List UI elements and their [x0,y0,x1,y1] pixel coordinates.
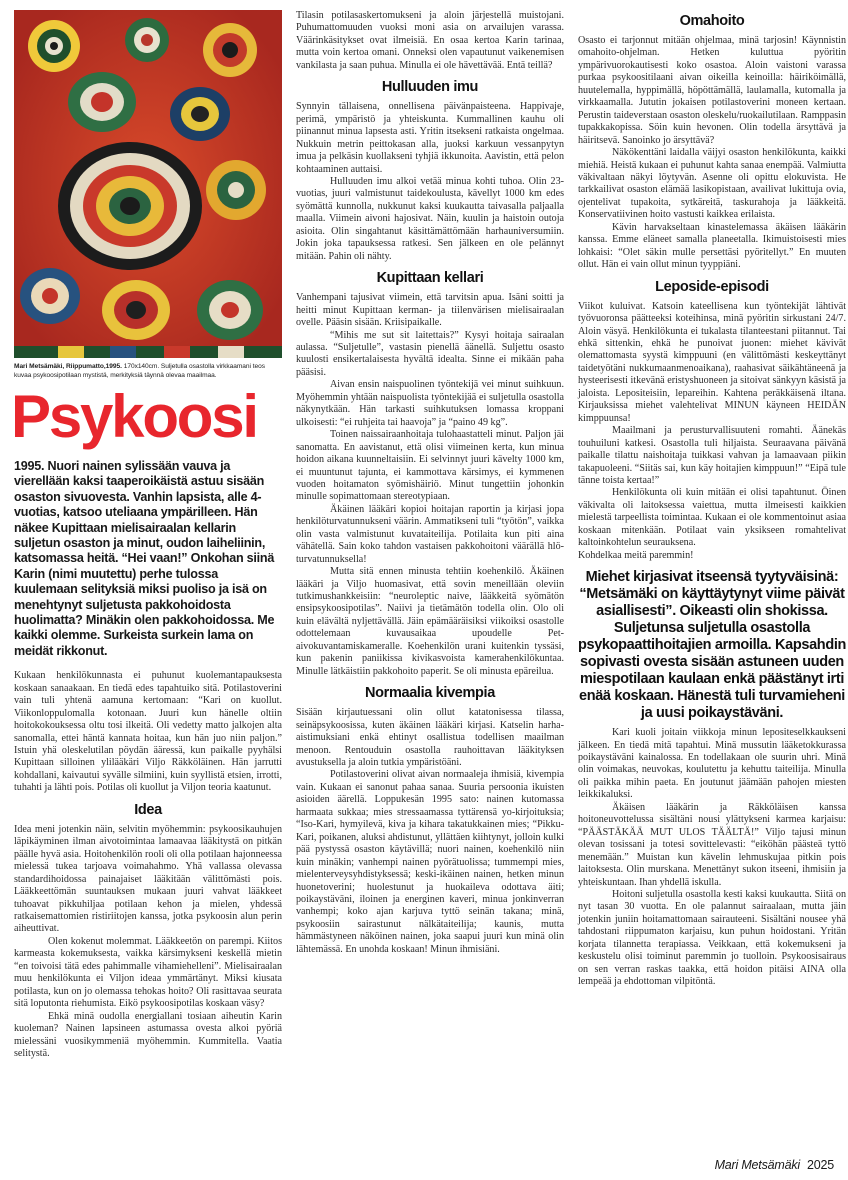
paragraph: Viikot kuluivat. Katsoin kateellisena kun työntekijät lähtivät työvuoronsa päätteeksi koteihinsa, minä pyöritin sirkustani 24/7. Aloin väsyä. Henkilökunta ei tukalasta tilanteestani piitannut. Tai ehkä sittenkin, ehkä he punoivat juonen: miehet kävivät olemattomasta syystä kimppuuni (en välittömästi keskeyttänyt taidetyötäni nukkumaanmenoaikana), raahasivat säikähtäneenä ja hysteerisesti itkevänä eristyshuoneen ja sitoivat sänkyyn käsistä ja jaloista. Lepositeisiin, lepareihin. Kahtena peräkkäisenä iltana. Kirjauksissa miehet valehtelivat MINUN käyneen HEIDÄN kimppuunsa! [578,300,846,424]
section-heading-kohdelkaa-meita-paremmin: Miehet kirjasivat itseensä tyytyväisinä: “Metsämäki on käyttäytynyt viime päivät asiallisesti”. Oikeasti olin shokissa. Suljetunsa suljetulla osastolla psykopaattihoitajien armoilla. Kapsahdin sopivasti ovesta sisään astuneen uuden miespotilaan kaulaan enkä päästänyt irti enää koskaan. Hänestä tuli turvamieheni ja uusi poikaystäväni. [578,569,847,722]
page-title: Psykoosi [11,383,257,451]
paragraph: Mutta sitä ennen minusta tehtiin koehenkilö. Äkäinen lääkäri ja Viljo huomasivat, että sovin meneillään oleviin tutkimushankkeisiin: “neuroleptic naive, lääkkeitä syömätön ensipsykoosipotilas”. Naiivi ja tietämätön todella olin. Olo oli kuin elävältä nyljettävällä. Jäin epämääräisiksi viikoiksi osastolle odottelemaan kuvausaikaa upoudelle Pet-aivokuvantamiskameralle. Koehenkilön urani kuitenkin tyssäsi, kun pakenin paniikissa kivikasvoista kamerahenkilökuntaa. Minulle lätkäistiin pakkohoito paperit. Se oli minusta epäreilua. [296,566,564,677]
article-columns [11,10,847,1142]
artwork-svg [14,10,282,358]
article-byline [715,1158,834,1172]
standfirst: 1995. Nuori nainen sylissään vauva ja vierellään kaksi taaperoikäistä astuu sisään osaston sivuovesta. Vanhin lapsista, alle 4-vuotias, katsoo uteliaana ympärilleen. Hän näkee Kupittaan mielisairaalan kellarin suljetun osaston ja minut, oudon laiheliinin, katsomassa heitä. “Hei vaan!” Onkohan siinä Karin (nimi muutettu) perhe tulossa kuulemaan selityksiä miksi puoliso ja isä on menehtynyt suljetusta pakkohoidosta huolimatta? Minäkin olen pakkohoidossa. Me kaikki olemme. Surkeista surkein lama on meidät rikkonut. [14,459,275,658]
artwork-caption-credit: Mari Metsämäki, Riippumatto, [14,363,106,370]
artwork-caption-rest: 170x140cm. Suljetulla osastolla virkkaamani teos kuvaa psykoosipotilaan mystistä, merkityksiä täynnä olevaa maailmaa. [14,363,265,380]
paragraph: Tilasin potilasaskertomukseni ja aloin järjestellä muistojani. Puhumattomuuden vuoksi moni asia on arvailujen varassa. Väärinkäsitykset ovat ilmeisiä. En osaa kertoa Karin tarinaa, mutta voin kertoa omani. Onneksi olen vapautunut vaikenemisen vankilasta ja saan puhua. Minulla ei ole hävettävää. Entä teillä? [296,10,564,71]
column-1 [11,10,282,1142]
paragraph: Kukaan henkilökunnasta ei puhunut kuolemantapauksesta koskaan sanaakaan. En tiedä edes tapahtuiko sitä. Potilastoverini vain tuli yhtenä aamuna kertomaan: “Kari on kuollut. Viikonloppulomalla kotonaan. Juuri kun hänelle oltiin hoitokokouksessa oltu tosi ilkeitä. Oli vedetty matto jalkojen alta sanomalla, ettei häntä kannata hoitaa, kun hän juo niin paljon.” Istuin yhä oleskelutilan pöydän ääressä, kun paikalle pyyhälsi Kupittaan silloinen ylilääkäri Viljo Räkköläinen. Hän jarrutti kohdallani, kaivautui syvälle silmiini, kuin syyllistä etsien, irrotti, tuhahti ja lähti pois. Potilas oli kuollut ja Viljon teoria kaatunut. [14,670,282,794]
paragraph: Vanhempani tajusivat viimein, että tarvitsin apua. Isäni soitti ja heitti minut Kupittaan kerman- ja tiilenvärisen mielisairaalan ovelle. Pääsin sisään. Kriisipaikalle. [296,292,564,329]
section-heading-omahoito: Omahoito [679,13,745,29]
byline-year: 2025 [806,1158,834,1172]
paragraph: Ehkä minä oudolla energiallani tosiaan aiheutin Karin kuoleman? Nainen lapsineen astumassa ovesta alkoi pyöriä mielessäni vuosikymmeniä myöhemmin. Kummitella. Vaatia selitystä. [14,1010,282,1059]
paragraph: “Mihis me sut sit laitettais?” Kysyi hoitaja sairaalan aulassa. “Suljetulle”, vastasin pienellä äänellä. Suljettu osasto kuulosti ensikertalaisesta hyvältä idealta. Sinne ei mikään paha pääsisi. [296,329,564,378]
paragraph: Äkäisen lääkärin ja Räkköläisen kanssa hoitoneuvottelussa sisältäni nousi ylättykseni karmea karjaisu: “PÄÄSTÄKÄÄ MUT ULOS TÄÄLTÄ!” Viljo tajusi minun olevan tosissani ja totesi sovittelevasti: “eiköhän päästeä tyttö menemään.” Muistan kun kävelin lehmuskujaa pitkin pois laitoksesta. Olin murskana. Menettänyt sukon itseeni, ihmisiin ja yhteiskuntaan. Ihan yhdellä iskulla. [578,801,846,888]
artwork-caption-year: 1995. [105,363,122,370]
byline-author: Mari Metsämäki [714,1158,800,1172]
paragraph: Toinen naissairaanhoitaja tulohaastatteli minut. Paljon jäi sanomatta. En aavistanut, että olisi viimeinen kerta, kun minua hoidon aikana kuunneltaisiin. Ei selvinnyt juuri kävelty 1000 km, ei muuntunut tajunta, ei kammottava kärsimys, ei kymmenen vuoden hoitamaton syömishäiriö. Minut tungettiin johonkin minulle sopimattomaan stereotypiaan. [296,429,564,503]
paragraph: Näkökenttäni laidalla väijyi osaston henkilökunta, kaikki miehiä. Heistä kukaan ei puhunut kahta sanaa enempää. Valmiutta väkivaltaan näkyi löytyvän. Asenne oli opittu elokuvista. He tarkkailivat osaston elämää lasikopistaan, availivat lukittuja ovia, ojentelivat tupakoita, sytkäreitä, taskurahoja ja lääkkeitä. Konservatiivinen hoito vastusti kaikkea erilaista. [578,147,846,221]
paragraph: Henkilökunta oli kuin mitään ei olisi tapahtunut. Öinen väkivalta oli laitoksessa vaiettua, mutta ilmeisesti kaikkien mielestä tarpeellista toimintaa. Kukaan ei ole kommentoinut asiaa koskaan mitenkään. Potilaat vain yksikseen romahtelivat kaltoinkohtelun seurauksena. [578,487,846,549]
paragraph: Potilastoverini olivat aivan normaaleja ihmisiä, kivempia vain. Kukaan ei sanonut pahaa sanaa. Suuria persoonia ikuisten asioiden äärellä. Loppukesän 1995 sato: nainen kutomassa harmaata sukkaa; mies stressaamassa tyttärensä yo-kirjoituksia; “Iso-Kari, hymyilevä, kiva ja kihara takatukkainen mies; “Pikku-Kari, poikanen, aluksi ahdistunut, yllättäen kiihtynyt, jolloin kulki pää pystyssä osaston käytävillä; nuori nainen, koehenkilö niin kuin minäkin; vanhempi nainen pyörätuolissa; tummempi mies, mielenterveysyhdistyksessä; keski-ikäinen nainen, hetken minun huonetoverini; huolestunut ja huokaileva odottava äiti; poikaystäväni, iloinen ja energinen kaveri, minua jonkinverran vanhempi; koko ajan karjuva tyttö seinän takana; minä, psykoosiin sairastunut nälkätaiteilija; kaunis, mutta hämmästyneen näköinen nainen, joka saapui juuri kun minä olin lähtemässä. En unohda koskaan! Minun ihmisiäni. [296,769,564,955]
paragraph: Kävin harvakseltaan kinastelemassa äkäisen lääkärin kanssa. Emme eläneet samalla planeetalla. Ikimuistoisesti mies lohkaisi: “Olet säkin mulle persettäsi pyöritellyt.” En muuten ollut. Hän ei vain ollut minun tyyppiäni. [578,221,846,271]
paragraph: Olen kokenut molemmat. Lääkkeetön on parempi. Kiitos karmeasta kokemuksesta, vaikka kärsimykseni keskellä mietin “en toivoisi tätä edes pahimmalle vihamiehelleni”. Mielisairaalan muu henkilökunta ei Viljon ideaa ymmärtänyt. Miksi kiusata potilasta, kun on jo olemassa tehokas hoito? Oli rasittavaa seurata sitä loputonta riehumista. Eikö psykoosipotilas koskaan väsy? [14,935,282,1010]
section-heading-normaalia-kivempia: Normaalia kivempia [365,685,495,702]
paragraph: Sisään kirjautuessani olin ollut katatonisessa tilassa, seinäpsykoosissa, kuten äkäinen lääkäri kirjasi. Katselin harha-aistimuksiani enkä ehtinyt osallistua todellisen maailman menoon. Rentouduin osastolla rauhoittavan lääkityksen avustuksella ja aloin tutkia ympäristöäni. [296,707,564,769]
section-heading-kupittaan-kellari: Kupittaan kellari [376,270,484,287]
paragraph: Idea meni jotenkin näin, selvitin myöhemmin: psykoosikauhujen läpikäyminen ilman aivotoimintaa lamaavaa lääkitystä on pitkän päälle hyvä asia. Hoitohenkilön rooli oli olla potilaan hajonneessa mielessä tukea tarjoava voimahahmo. Yhä vallassa olevassa standardihoidossa painajaiset lääkitään välittömästi pois. Lääkkeettömän suuntauksen mukaan juuri vahvat lääkkeet tuhoavat pikkuhiljaa potilaan kehon ja mielen, yhdessä ratkaisemattomien ristiriitojen kanssa, jotka psykoosin alun perin aiheuttivat. [14,823,282,935]
paragraph: Osasto ei tarjonnut mitään ohjelmaa, minä tarjosin! Käynnistin omahoito-ohjelman. Hetken kuluttua pyöritin ympärivuorokautisesti koko osastoa. Aloin vaistoni varassa purkaa psykoositilaani aivan oikeilla keinoilla: häiriköimällä, huutelemalla, hyppimällä, höpöttämällä, laulamalla, kutomalla ja virkkaamalla. Jututin jokaisen potilastoverini moneen kertaan. Perustin taideverstaan osaston oleskelu/ruokailutilaan. Ramppasin tupakkakopissa. Söin kuin hevonen. Olin todella ärsyttävä ja häiritsevä. Sanoinko jo ärsyttävä? [578,35,846,146]
paragraph: Kari kuoli joitain viikkoja minun lepositeselkkaukseni jälkeen. En tiedä mitä tapahtui. Minä mussutin lääketokkurassa poikaystäväni kainalossa. En todellakaan ole suurin uhri. Minä olin voimakas, neuvokas, koulutettu ja kehuttu taiteilija. Minulla oli paikka mihin paeta. En joutunut jäämään pahojen miesten leikkikaluksi. [578,727,846,801]
artwork-caption [14,362,282,380]
paragraph: Äkäinen lääkäri kopioi hoitajan raportin ja kirjasi jopa henkilöturvatunnukseni väärin. Ammatikseni tuli “työtön”, vaikka olin vasta valmistunut kuvataiteilija. Potilaita kun piti aina vähätellä. Sain koko tahdon vastaisen pakkohoitoni väärällä hlö-turvatunnuksella! [296,503,564,565]
paragraph: Hoitoni suljetulla osastolla kesti kaksi kuukautta. Siitä on nyt tasan 30 vuotta. En ole palannut sairaalaan, mutta jäin jotenkin juniin hoitamattomaan sairauteeni. Sisältäni nousee yhä tahdostani riippumaton karjaisu, kun puhun hoidostani. Yritän korjata tilannetta terapiassa. Veikkaan, että kokemukseni ja keskustelu olisi toiminut paremmin jo tuolloin. Psykoosisairaus on sen verran raskas taakka, että hoidon pitäisi AINA olla lempeää ja ehdottoman vilpitöntä. [578,889,846,988]
column-3 [578,10,846,1142]
section-heading-hulluuden-imu: Hulluuden imu [381,79,479,96]
paragraph: Kohdelkaa meitä paremmin! [578,549,694,561]
section-heading-leposide-episodi: Leposide-episodi [655,278,769,295]
paragraph: Hulluuden imu alkoi vetää minua kohti tuhoa. Olin 23-vuotias, juuri valmistunut taidekoulusta, kävellyt 1000 km edes syömättä kunnolla, nukkunut kaksi kuukautta taivasalla paljaalla maalla. Viimein aivoni hajosivat. Näin, kuulin ja haistoin outoja asioita. Olin singahtanut käsittämättömään harhauniversumiin. Jokin joka tapauksessa ratkesi. Sen jälkeen en ole pelännyt mitään. Pahin oli nähty. [296,175,564,262]
riippumatto-crochet-artwork [14,10,282,358]
section-heading-idea: Idea [134,801,162,818]
column-2 [296,10,564,1142]
paragraph: Aivan ensin naispuolinen työntekijä vei minut suihkuun. Myöhemmin yhtään naispuolista työntekijää ei suljetulla osastolla näkynytkään. Hän tarkasti suihkutuksen lomassa kroppani ulkoisesti: “ei ruhjeita tai haavoja” ja “paino 49 kg”. [296,379,564,428]
paragraph: Maailmani ja perusturvallisuuteni romahti. Äänekäs touhuiluni katkesi. Osastolla tuli hiljaista. Seuraavana päivänä paikalle tilattu naishoitaja tuikkasi vahvan ja lamaavaan piikin takapuoleeni. “Siitäs sai, kun käy hoitajien kimppuun!” “Eipä tule tänne toista kertaa!” [578,425,846,486]
paragraph: Synnyin tällaisena, onnellisena päivänpaisteena. Happivaje, perimä, ympäristö ja yhteiskunta. Kummallinen kauhu oli piinannut minua lapsesta asti. Yritin itsekseni ratkaista ongelmaa. Nukkuin metrin peittokasan alla, juoksi karkuun vessanpytyn imua ja pelkäsin kuollakseni tyhjiä ikkunoita. Aavistin, että pelon kohtaaminen auttaisi. [296,101,564,175]
